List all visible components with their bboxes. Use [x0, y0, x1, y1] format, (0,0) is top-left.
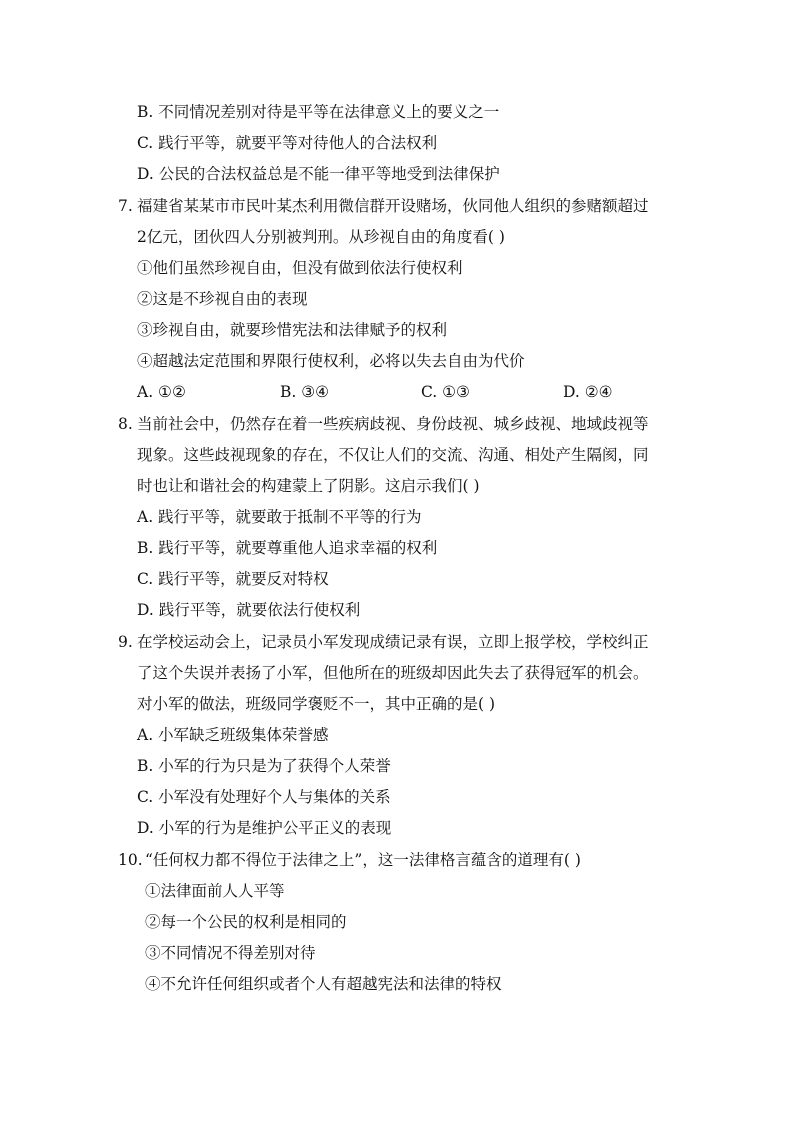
q9-option-d: D. 小军的行为是维护公平正义的表现 — [137, 819, 392, 837]
q7-number: 7. — [118, 197, 133, 215]
q7-choice-b: B. ③④ — [280, 383, 330, 401]
q10-statement-2: ②每一个公民的权利是相同的 — [145, 913, 347, 931]
q6-option-b: B. 不同情况差别对待是平等在法律意义上的要义之一 — [137, 103, 500, 121]
q7-statement-3: ③珍视自由，就要珍惜宪法和法律赋予的权利 — [137, 321, 448, 339]
q10-statement-1: ①法律面前人人平等 — [145, 882, 285, 900]
q8-stem-line-3: 时也让和谐社会的构建蒙上了阴影。这启示我们( ) — [137, 477, 480, 495]
q6-option-d: D. 公民的合法权益总是不能一律平等地受到法律保护 — [137, 165, 500, 183]
q7-statement-4: ④超越法定范围和界限行使权利，必将以失去自由为代价 — [137, 352, 525, 370]
q8-number: 8. — [118, 415, 133, 433]
q10-stem: “任何权力都不得位于法律之上”，这一法律格言蕴含的道理有( ) — [145, 851, 581, 869]
q9-option-c: C. 小军没有处理好个人与集体的关系 — [137, 788, 391, 806]
q7-choice-d: D. ②④ — [563, 383, 613, 401]
q9-stem-line-1: 在学校运动会上，记录员小军发现成绩记录有误，立即上报学校，学校纠正 — [137, 633, 649, 651]
q6-option-c: C. 践行平等，就要平等对待他人的合法权利 — [137, 134, 438, 152]
q8-stem-line-1: 当前社会中，仍然存在着一些疾病歧视、身份歧视、城乡歧视、地域歧视等 — [137, 415, 649, 433]
q8-option-d: D. 践行平等，就要依法行使权利 — [137, 601, 361, 619]
q9-stem-line-2: 了这个失误并表扬了小军，但他所在的班级却因此失去了获得冠军的机会。 — [137, 664, 649, 682]
q9-number: 9. — [118, 633, 133, 651]
q7-choice-a: A. ①② — [137, 383, 186, 401]
q10-statement-4: ④不允许任何组织或者个人有超越宪法和法律的特权 — [145, 975, 502, 993]
q7-statement-2: ②这是不珍视自由的表现 — [137, 290, 308, 308]
q8-option-a: A. 践行平等，就要敢于抵制不平等的行为 — [137, 508, 422, 526]
q7-stem-line-2: 2亿元，团伙四人分别被判刑。从珍视自由的角度看( ) — [137, 228, 505, 246]
q8-option-b: B. 践行平等，就要尊重他人追求幸福的权利 — [137, 539, 438, 557]
q10-number: 10. — [118, 851, 143, 869]
q10-statement-3: ③不同情况不得差别对待 — [145, 944, 316, 962]
q9-stem-line-3: 对小军的做法，班级同学褒贬不一，其中正确的是( ) — [137, 695, 496, 713]
q8-stem-line-2: 现象。这些歧视现象的存在，不仅让人们的交流、沟通、相处产生隔阂，同 — [137, 446, 649, 464]
q8-option-c: C. 践行平等，就要反对特权 — [137, 570, 329, 588]
q9-option-b: B. 小军的行为只是为了获得个人荣誉 — [137, 757, 391, 775]
q7-statement-1: ①他们虽然珍视自由，但没有做到依法行使权利 — [137, 259, 463, 277]
q9-option-a: A. 小军缺乏班级集体荣誉感 — [137, 726, 329, 744]
q7-choice-c: C. ①③ — [421, 383, 470, 401]
q7-stem-line-1: 福建省某某市市民叶某杰利用微信群开设赌场，伙同他人组织的参赌额超过 — [137, 197, 649, 215]
